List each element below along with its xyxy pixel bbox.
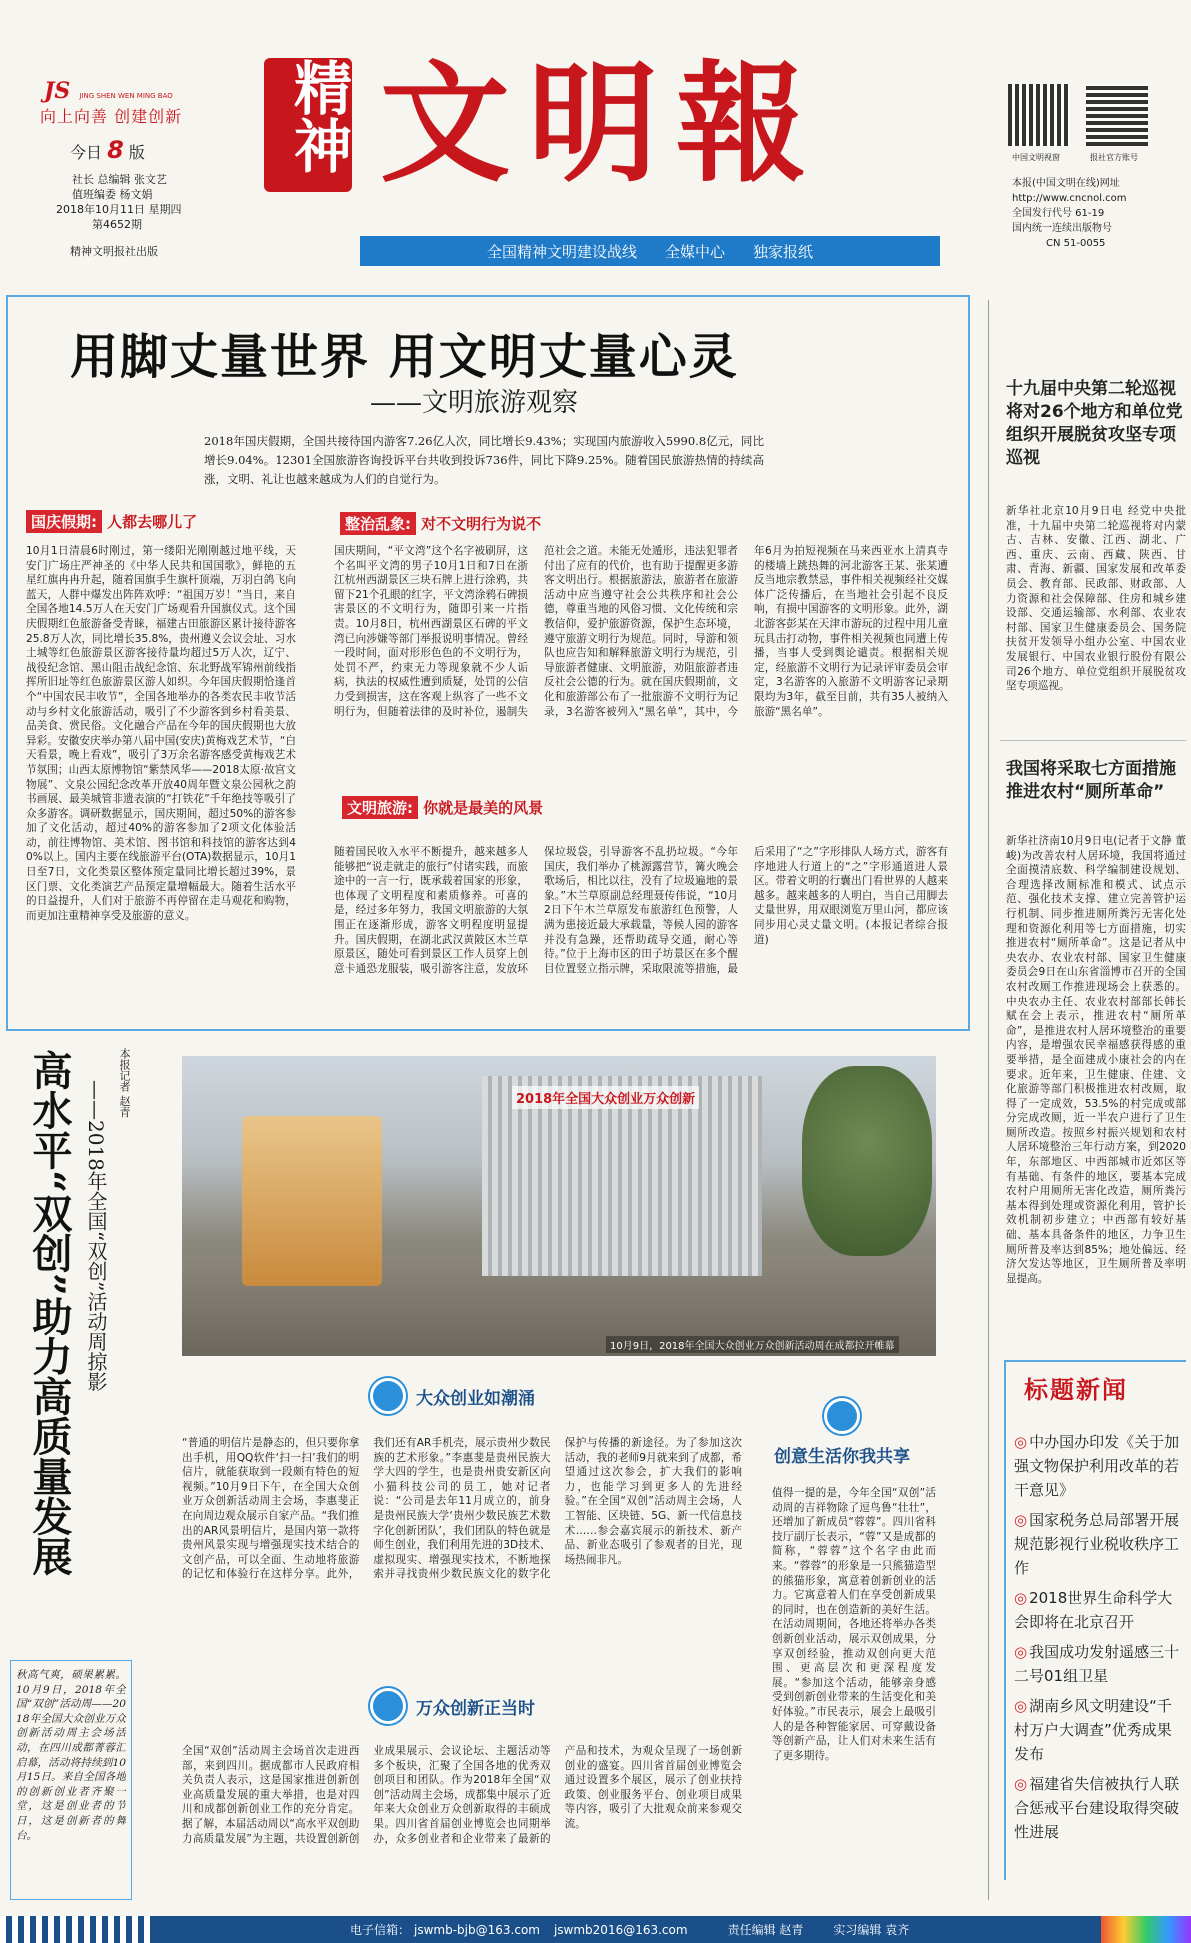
photo-tree	[802, 1066, 932, 1256]
masthead-title-red: 精神	[284, 58, 352, 174]
site-url[interactable]: http://www.cncnol.com	[1012, 193, 1127, 204]
headline-item[interactable]: ◎ 我国成功发射遥感三十二号01组卫星	[1014, 1643, 1180, 1685]
photo-booth	[242, 1116, 382, 1286]
footer-intern: 实习编辑 袁齐	[833, 1923, 910, 1937]
footer-checker	[0, 1916, 150, 1943]
pin-icon	[824, 1398, 860, 1434]
qr-label-2: 报社官方账号	[1090, 153, 1138, 162]
feature-p2: 值得一提的是，今年全国“双创”活动周的吉祥物除了逗鸟鲁“壮壮”，还增加了新成员“蓉蓉”。四川省科技厅副厅长表示，“蓉”又是成都的简称，“蓉蓉”这个名字由此而来。“蓉蓉”的形象是一只熊猫造型的熊猫形象，寓意着创新创业的活力。它寓意着人们在享受创新成果的同时，也在创造新的美好生活。在活动周期间，各地还将举办各类创新创业活动，展示双创成果，分享双创经验，推动双创向更大范围、更高层次和更深程度发展。“参加这个活动，能够亲身感受到创新创业带来的生活变化和美好体验。”市民表示，展会上最吸引人的是各种智能家居、可穿戴设备等创新产品，让人们对未来生活有了更多期待。	[772, 1487, 936, 1762]
tagline-2: 全媒中心	[664, 242, 725, 261]
footer-editor: 责任编辑 赵青	[727, 1923, 804, 1937]
sec3-text: 随着国民收入水平不断提升，越来越多人能够把“说走就走的旅行”付诸实践，而旅途中的一言一行，既承载着国家的形象，也体现了文明程度和素质修养。可喜的是，经过多年努力，我国文明旅游的大氛围正在逐渐形成，游客文明程度明显提升。国庆假期，在湖北武汉黄陂区木兰草原景区，随处可看到景区工作人员穿上创意卡通恐龙服装，吸引游客注意，发放环保垃圾袋，引导游客不乱扔垃圾。“今年国庆，我们举办了桃源露营节，篝火晚会歌场后，相比以往，没有了垃圾遍地的景象。”木兰草原副总经理聂传伟说，“10月2日下午木兰草原发布旅游红色预警，人满为患接近最大承载量，等候人园的游客并没有急躁，还帮助疏导交通，耐心等待。”位于上海市区的田子坊景区在多个醒目位置竖立指示牌，采取限流等措施，最后采用了“之”字形排队人场方式，游客有序地进人行道上的“之”字形通道进人景区。带着文明的行囊出门看世界的人越来越多。越来越多的人明白，当自己用脚去丈量世界，用双眼浏览万里山河，都应该同步用心灵丈量文明。(本报记者综合报道)	[334, 846, 948, 975]
tagline-bar	[360, 236, 940, 266]
feature-sub1-label: 大众创业如潮涌	[416, 1388, 535, 1409]
right-item2-title: 我国将采取七方面措施推进农村“厕所革命”	[1006, 759, 1176, 802]
sec3-tag: 文明旅游:	[342, 796, 418, 819]
photo-sign: 2018年全国大众创业万众创新	[512, 1086, 699, 1109]
tagline-1: 全国精神文明建设战线	[486, 242, 637, 261]
footer-email-label: 电子信箱：	[350, 1923, 411, 1937]
sec2-title: 对不文明行为说不	[421, 515, 542, 533]
qr-label-1: 中国文明视窗	[1012, 153, 1060, 162]
slogan: 向上向善 创建创新	[40, 107, 183, 126]
sec1-heading	[26, 510, 197, 533]
right-item1-title: 十九届中央第二轮巡视将对26个地方和单位党组织开展脱贫攻坚专项巡视	[1006, 379, 1183, 468]
photo-caption: 10月9日，2018年全国大众创业万众创新活动周在成都拉开帷幕	[606, 1336, 899, 1353]
headline-item[interactable]: ◎ 湖南乡风文明建设“千村万户大调查”优秀成果发布	[1014, 1697, 1172, 1763]
sec3-heading	[342, 796, 543, 819]
masthead-title: 文明報	[380, 47, 825, 200]
footer-color-strip	[1101, 1916, 1191, 1943]
headlines-title: 标题新闻	[1024, 1375, 1128, 1404]
feature-sub1	[370, 1378, 535, 1414]
tagline-3: 独家报纸	[753, 242, 814, 261]
feature-byline: 本报记者 赵青	[118, 1048, 131, 1118]
lead-intro: 2018年国庆假期，全国共接待国内游客7.26亿人次，同比增长9.43%；实现国内旅游收入5990.8亿元，同比增长9.04%。12301全国旅游咨询投诉平台共收到投诉736件，同比下降9.25%。随着国民旅游热情的持续高涨，文明、礼让也越来越成为人们的自觉行为。	[204, 434, 764, 486]
right-divider	[988, 300, 989, 1900]
sec1-tag: 国庆假期:	[26, 510, 102, 533]
masthead-logo-small: JS JING SHEN WEN MING BAO	[44, 78, 173, 104]
footer-email2[interactable]: jswmb2016@163.com	[553, 1922, 688, 1937]
today-pages: 今日 8 版	[70, 136, 145, 164]
headline-item[interactable]: ◎ 2018世界生命科学大会即将在北京召开	[1014, 1589, 1173, 1631]
feature-photo	[182, 1056, 936, 1356]
sec2-tag: 整治乱象:	[340, 512, 416, 535]
headline-item[interactable]: ◎ 福建省失信被执行人联合惩戒平台建设取得突破性进展	[1014, 1775, 1180, 1841]
feature-vsub: ——2018年全国“双创”活动周掠影	[84, 1080, 108, 1392]
feature-sub3	[370, 1688, 535, 1724]
masthead	[0, 0, 1191, 272]
qr-code-2[interactable]	[1086, 84, 1148, 146]
pin-icon	[370, 1378, 406, 1414]
masthead-site-info: 本报(中国文明在线)网址 http://www.cncnol.com 全国发行代号 61-19 国内统一连续出版物号 CN 51-0055	[1012, 178, 1127, 249]
sec3-title: 你就是最美的风景	[423, 799, 544, 817]
qr-code-1[interactable]	[1008, 84, 1070, 146]
right-sep1	[1000, 740, 1186, 741]
masthead-logo-small-text: JING SHEN WEN MING BAO	[79, 92, 173, 100]
right-item1-text: 新华社北京10月9日电 经党中央批准，十九届中央第二轮巡视将对内蒙古、吉林、安徽、江西、湖北、广西、重庆、云南、西藏、陕西、甘肃、青海、新疆、国家发展和改革委员会、教育部、民政部、财政部、人力资源和社会保障部、住房和城乡建设部、交通运输部、水利部、农业农村部、国家卫生健康委员会、国务院扶贫开发领导小组办公室、中国农业发展银行、中国农业银行股份有限公司26个地方、单位党组织开展脱贫攻坚专项巡视。	[1006, 505, 1186, 693]
pin-icon	[370, 1688, 406, 1724]
footer-bar	[0, 1916, 1191, 1943]
feature-p1: “普通的明信片是静态的，但只要你拿出手机，用QQ软件‘扫一扫’我们的明信片，就能获取到一段颇有特色的短视频。”10月9日下午，在全国大众创业万众创新活动周主会场，李惠斐正在向周边观众展示自家产品。“我们推出的AR风景明信片，是国内第一款将贵州风景实现与增强现实技术结合的文创产品，可以全面、生动地将旅游的记忆和体验行在这样分享。此外，我们还有AR手机壳，展示贵州少数民族的艺术形象。”李惠斐是贵州民族大学大四的学生，也是贵州贵安新区向小猫科技公司的员工，她对记者说：“公司是去年11月成立的，前身是贵州民族大学‘贵州少数民族艺术数字化创新团队’，我们团队的特色就是师生创业，我们利用先进的3D技术、虚拟现实、增强现实技术，不断地探索并寻找贵州少数民族文化的数字化保护与传播的新途径。为了参加这次活动，我的老师9月就来到了成都，希望通过这次参会，扩大我们的影响力，也能学习到更多人的先进经验。”在全国“双创”活动周主会场，人工智能、区块链、5G、新一代信息技术……参会嘉宾展示的新技术、新产品、新业态吸引了参观者的目光，现场热闹非凡。	[182, 1437, 742, 1581]
feature-sub2-label: 创意生活你我共享	[774, 1447, 910, 1467]
feature-p3: 全国“双创”活动周主会场首次走进西部，来到四川。据成都市人民政府相关负责人表示，这是国家推进创新创业高质量发展的重大举措，也是对四川和成都创新创业工作的充分肯定。据了解，本届活动周以“高水平双创助力高质量发展”为主题，共设置创新创业成果展示、会议论坛、主题活动等多个板块，汇聚了全国各地的优秀双创项目和团队。作为2018年全国“双创”活动周主会场，成都集中展示了近年来大众创业万众创新取得的丰硕成果。四川省首届创业博览会也同期举办，众多创业者和企业带来了最新的产品和技术，为观众呈现了一场创新创业的盛宴。四川省首届创业博览会通过设置多个展区，展示了创业扶持政策、创业服务平台、创业项目成果等内容，吸引了大批观众前来参观交流。	[182, 1745, 742, 1845]
feature-lead-text: 秋高气爽，硕果累累。10月9日，2018年全国“双创”活动周——2018年全国大众创业万众创新活动周主会场活动，在四川成都菁蓉汇启幕，活动将持续到10月15日。来自全国各地的创新创业者齐聚一堂，这是创业者的节日，这是创新者的舞台。	[16, 1669, 126, 1842]
right-item2-text: 新华社济南10月9日电(记者于文静 董峻)为改善农村人居环境，我国将通过全面摸清底数、科学编制建设规划、合理选择改厕标准和模式、试点示范、强化技术支撑、建立完善管护运行机制、同步推进厕所粪污无害化处理和资源化利用等七方面措施，切实推进农村“厕所革命”。这是记者从中央农办、农业农村部、国家卫生健康委员会9日在山东省淄博市召开的全国农村改厕工作推进现场会上获悉的。中央农办主任、农业农村部部长韩长赋在会上表示，推进农村“厕所革命”，是推进农村人居环境整治的重要内容，是增强农民幸福感获得感的重要举措，是全面建成小康社会的内在要求。近年来，卫生健康、住建、文化旅游等部门积极推进农村改厕，取得了一定成效，53.5%的村完成或部分完成改厕，近一半农户进行了卫生厕所改造。按照乡村振兴规划和农村人居环境整治三年行动方案，到2020年，东部地区、中西部城市近郊区等有基础、有条件的地区，要基本完成农村户用厕所无害化改造，厕所粪污基本得到处理或资源化利用，管护长效机制初步建立；中西部有较好基础、基本具备条件的地区，力争卫生厕所普及率达到85%；地处偏远、经济欠发达等地区，卫生厕所普及率明显提高。	[1006, 835, 1186, 1285]
feature-sub2	[774, 1398, 910, 1467]
feature-vtitle: 高水平“双创”助力高质量发展	[26, 1050, 73, 1577]
footer-email1[interactable]: jswmb-bjb@163.com	[414, 1922, 540, 1937]
sec1-text-col1: 10月1日清晨6时刚过，第一缕阳光刚刚越过地平线，天安门广场庄严神圣的《中华人民共和国国歌》，鲜艳的五星红旗冉冉升起，随着国旗手生旗杆顶端，万羽白鸽飞向蓝天，人群中爆发出阵阵欢呼：“祖国万岁！”当日，来自全国各地14.5万人在天安门广场观看升国旗仪式。这个国庆假期红色旅游备受青睐，福建古田旅游区累计接待游客25.8万人次，同比增长35.8%，贵州遵义会议会址、习水土城等红色旅游景区游客接待量均超过5万人次，辽宁、战役纪念馆、黑山阻击战纪念馆、东北野战军锦州前线指挥所旧址等红色旅游景区游人如织。今年国庆假期恰逢首个“中国农民丰收节”，全国各地举办的各类农民丰收节活动与乡村文化旅游活动，吸引了不少游客到乡村看美景、品美食、赏民俗。文化融合产品在今年的国庆假期也大放异彩。安徽安庆举办第八届中国(安庆)黄梅戏艺术节，“白天看景，晚上看戏”，吸引了3万余名游客感受黄梅戏艺术节氛围；山西太原博物馆“紫禁风华——2018太原·故宫文物展”、文泉公园纪念改革开放40周年暨文泉公园秋之韵书画展、最美城管非遗表演的“打铁花”千年绝技等吸引了众多游客。调研数据显示，国庆期间，超过50%的游客参加了文化活动，超过40%的游客参加了2项文化体验活动，前往博物馆、美术馆、图书馆和科技馆的游客达到40%以上。国内主要在线旅游平台(OTA)数据显示，10月1日至7日，文化类景区整体预定量同比增长超过39%，景区门票、文化类演艺产品预定量增幅最大。随着生活水平的日益提升，人们对于旅游不再停留在走马观花和购物，而更加注重精神享受及旅游的意义。	[26, 545, 296, 922]
sec2-heading	[340, 512, 541, 535]
lead-headline: 用脚丈量世界 用文明丈量心灵	[70, 329, 739, 385]
lead-subhead: ——文明旅游观察	[370, 388, 579, 418]
sec1-title: 人都去哪儿了	[107, 513, 198, 531]
sec2-text: 国庆期间，“平文湾”这个名字被刷屏，这个名叫平文湾的男子10月1日和7日在浙江杭州西湖景区三块石牌上进行涂鸦，共留下21个孔眼的红字，平文湾涂鸦石碑损害景区的不文明行为，随即引来一片指责。10月8日，杭州西湖景区石碑的平文湾已向涉嫌等部门举报说明事情况。曾经一段时间，面对形形色色的不文明行为，处罚不严，约束无力等现象就不少人诟病，执法的权威性遭到质疑，处罚的公信力受到损害，这在客观上纵容了一些不文明行为，但随着法律的及时补位，遏制失范社会之道。未能无处遁形，违法犯罪者付出了应有的代价，也有助于提醒更多游客文明出行。根据旅游法，旅游者在旅游活动中应当遵守社会公共秩序和社会公德，尊重当地的风俗习惯、文化传统和宗教信仰，爱护旅游资源，保护生态环境，遵守旅游文明行为规范。同时，导游和领队也应告知和解释旅游文明行为规范，引导旅游者健康、文明旅游，劝阻旅游者违反社会公德的行为。就在国庆假期前，文化和旅游部公布了一批旅游不文明行为记录，3名游客被列入“黑名单”，其中，今年6月为拍短视频在马来西亚水上清真寺的楼墙上跳热舞的河北游客王某、张某遭反当地宗教禁忌，事件相关视频经社交媒体广泛传播后，在当地社会引起不良反响，有损中国游客的文明形象。此外，湖北游客彭某在天津市游玩的过程中用儿童玩具击打动物，事件相关视频也同遭上传播，当事人受到舆论谴责。根据相关规定，经旅游不文明行为记录评审委员会审定，3名游客的入旅游不文明游客记录期限均为3年，截至目前，共有35人被纳入旅游“黑名单”。	[334, 545, 948, 718]
headline-item[interactable]: ◎ 国家税务总局部署开展规范影视行业税收秩序工作	[1014, 1511, 1180, 1577]
headlines-list	[1014, 1430, 1184, 1850]
masthead-info: 社长 总编辑 张文艺 值班编委 杨文娟 2018年10月11日 星期四 第4652期	[56, 173, 182, 231]
feature-sub3-label: 万众创新正当时	[416, 1698, 535, 1719]
publisher: 精神文明报社出版	[70, 245, 158, 258]
headline-item[interactable]: ◎ 中办国办印发《关于加强文物保护利用改革的若干意见》	[1014, 1433, 1180, 1499]
